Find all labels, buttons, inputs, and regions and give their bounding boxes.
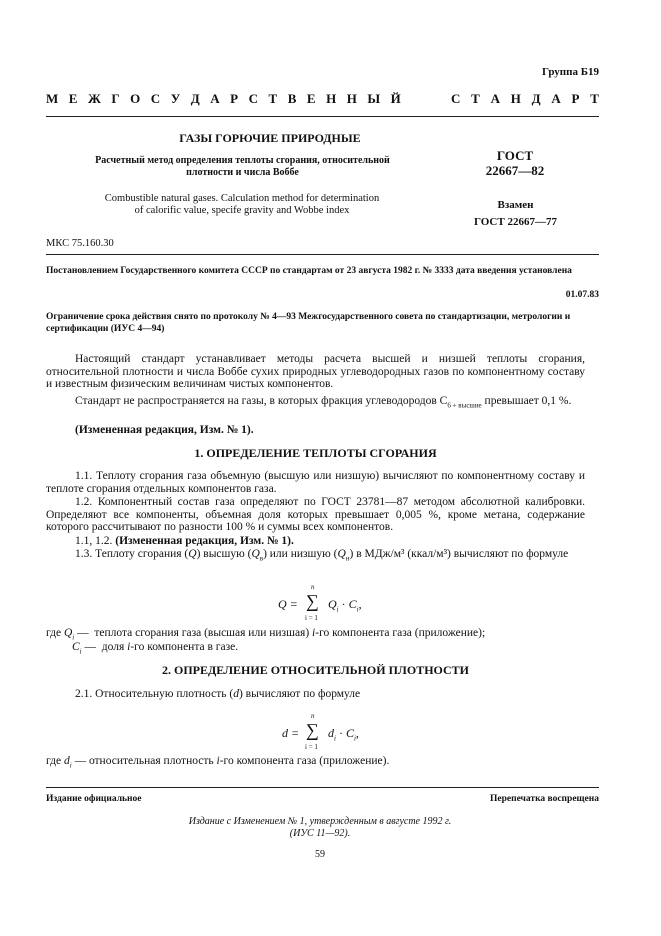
standard-word-interstate-letter: О [130, 91, 141, 106]
standard-word-interstate-letter: Р [230, 91, 239, 106]
where1-index: i [312, 627, 316, 639]
standard-word-interstate-letter: Д [190, 91, 200, 106]
p13-b: ) высшую ( [196, 548, 252, 560]
standard-word-standard-letter: Н [510, 91, 521, 106]
where2-symbol: C [72, 641, 80, 653]
where-density-rest: -го компонента газа (приложение). [219, 755, 390, 767]
standard-word-interstate [46, 91, 401, 107]
p13-q: Q [188, 548, 197, 560]
para-2-1 [46, 688, 585, 701]
mks-code: МКС 75.160.30 [46, 238, 114, 249]
formula-density-dot: · [335, 726, 346, 740]
formula-density-upper: n [311, 712, 315, 720]
where-density-prefix: где [46, 755, 62, 767]
gost-label: ГОСТ [496, 148, 534, 163]
standard-word-interstate-letter: Г [111, 91, 120, 106]
footer-divider [46, 787, 599, 788]
formula-density-c-sub: i [353, 734, 356, 743]
replaces-standard: ГОСТ 22667—77 [474, 216, 557, 228]
introduction-date: 01.07.83 [565, 290, 599, 300]
where-density-subscript: i [69, 761, 72, 770]
formula-density-lower: i = 1 [305, 743, 318, 751]
intro-p2-text: Стандарт не распространяется на газы, в которых фракция углеводородов С [75, 395, 448, 407]
standard-word-standard-letter: Р [571, 91, 580, 106]
p21-b: ) вычисляют по формуле [238, 688, 361, 700]
para-1-12-amendment [46, 535, 585, 548]
where-line-2 [72, 641, 238, 658]
group-code: Группа Б19 [542, 66, 599, 78]
formula-heat-q: Q [328, 597, 337, 611]
formula-density [276, 712, 396, 752]
page-number: 59 [315, 849, 325, 860]
amendment-note [150, 816, 490, 840]
formula-density-terms [328, 726, 359, 742]
where1-rest: -го компонента газа (приложение); [315, 627, 486, 639]
standard-word-interstate-letter: Й [390, 91, 401, 106]
intro-paragraph-2 [46, 395, 585, 412]
formula-heat-dot: · [338, 597, 349, 611]
standard-word-standard [451, 91, 599, 107]
formula-heat-upper: n [311, 583, 315, 591]
p13-qn: Q [337, 548, 346, 560]
section-2-heading: 2. ОПРЕДЕЛЕНИЕ ОТНОСИТЕЛЬНОЙ ПЛОТНОСТИ [161, 663, 470, 677]
official-edition: Издание официальное [46, 794, 142, 804]
where2-rest: -го компонента в газе. [130, 641, 239, 653]
gost-number: 22667—82 [485, 163, 545, 178]
p13-v-sub: в [259, 554, 264, 563]
standard-type-header [46, 91, 599, 107]
standard-word-interstate-letter: Е [68, 91, 78, 106]
formula-heat-sigma: ∑ [306, 591, 319, 611]
where2-dash: — [81, 641, 96, 653]
formula-density-d-sub: i [334, 734, 336, 743]
standard-word-interstate-letter: Н [346, 91, 357, 106]
standard-word-interstate-letter: Е [306, 91, 316, 106]
amendment-note-line-1: Издание с Изменением № 1, утвержденным в августе 1992 г. [188, 816, 452, 827]
standard-word-interstate-letter: Т [268, 91, 278, 106]
standard-word-interstate-letter: Н [326, 91, 337, 106]
header-divider [46, 116, 599, 117]
where1-subscript: i [72, 633, 75, 642]
formula-heat-lhs: Q = [278, 597, 298, 611]
subtitle-english: Combustible natural gases. Calculation method for determination of calorific value, specife gravity and Wobbe index [104, 193, 380, 216]
where-density-index: i [216, 755, 220, 767]
intro-p2-text-end: превышает 0,1 %. [481, 395, 572, 407]
intro-amendment: (Измененная редакция, Изм. № 1). [75, 424, 254, 436]
p13-n-sub: н [345, 554, 350, 563]
standard-word-interstate-letter: С [248, 91, 258, 106]
standard-word-standard-letter: С [451, 91, 461, 106]
intro-paragraph-1: Настоящий стандарт устанавливает методы расчета высшей и низшей теплоты сгорания, относительной плотности и числа Воббе сухих природных углеводородных газов по компонентному составу и известным физическим величинам чистых компонентов. [46, 353, 585, 390]
formula-heat-q-sub: i [336, 605, 339, 614]
replaces-label: Взамен [497, 199, 534, 211]
standard-word-interstate-letter: А [210, 91, 220, 106]
standard-word-interstate-letter: У [170, 91, 181, 106]
formula-heat-c: C [348, 597, 357, 611]
standard-word-interstate-letter: Ж [87, 91, 101, 106]
standard-word-interstate-letter: Ы [367, 91, 381, 106]
where-density-symbol: d [63, 755, 70, 767]
para-1-12-bold: (Измененная редакция, Изм. № 1). [115, 535, 294, 547]
standard-word-standard-letter: Т [590, 91, 599, 106]
p21-d: d [233, 688, 239, 700]
decree-text: Постановлением Государственного комитета СССР по стандартам от 23 августа 1982 г. № 3333 дата введения установлена [46, 266, 572, 276]
where1-text: теплота сгорания газа (высшая или низшая) [94, 627, 310, 639]
intro-p2-subscript: 6 + высшие [447, 401, 482, 410]
where-density [46, 755, 389, 772]
para-1-12-prefix: 1.1, 1.2. [75, 535, 116, 547]
p13-a: 1.3. Теплоту сгорания ( [75, 548, 189, 560]
document-title: ГАЗЫ ГОРЮЧИЕ ПРИРОДНЫЕ [179, 131, 361, 145]
where-prefix: где [46, 627, 62, 639]
replaces-block [448, 197, 583, 231]
formula-density-c: C [345, 726, 354, 740]
p13-d: ) в МДж/м³ (ккал/м³) вычисляют по формуле [349, 548, 569, 560]
standard-word-standard-letter: А [551, 91, 561, 106]
formula-heat-c-sub: i [356, 605, 359, 614]
where1-dash: — [74, 627, 89, 639]
section-1-heading: 1. ОПРЕДЕЛЕНИЕ ТЕПЛОТЫ СГОРАНИЯ [194, 446, 437, 460]
reprint-prohibited: Перепечатка воспрещена [489, 794, 599, 804]
standard-word-standard-letter: А [490, 91, 500, 106]
formula-density-lhs: d = [282, 726, 300, 740]
subtitle-russian: Расчетный метод определения теплоты сгорания, относительной плотности и числа Воббе [95, 155, 390, 178]
where2-index: i [127, 641, 131, 653]
formula-heat-end: , [358, 597, 362, 611]
amendment-note-line-2: (ИУС 11—92). [289, 828, 351, 839]
para-1-3 [46, 548, 585, 565]
p21-a: 2.1. Относительную плотность ( [75, 688, 234, 700]
p13-qv: Q [251, 548, 260, 560]
standard-word-interstate-letter: В [287, 91, 297, 106]
formula-heat-lower: i = 1 [305, 614, 318, 622]
mks-divider [46, 254, 599, 255]
para-1-2: 1.2. Компонентный состав газа определяют по ГОСТ 23781—87 методом абсолютной калибровки. Определяют все компоненты, объемная доля которых превышает 0,005 %, кроме метана, содержание которого рассчитывают по разности 100 % и суммы всех компонентов. [46, 496, 585, 533]
limitation-text: Ограничение срока действия снято по протоколу № 4—93 Межгосударственного совета по стандартизации, метрологии и сертификации (ИУС 4—94) [46, 312, 571, 334]
standard-word-standard-letter: Д [531, 91, 541, 106]
formula-heat-terms [328, 597, 362, 613]
formula-density-d: d [328, 726, 334, 740]
standard-word-standard-letter: Т [471, 91, 480, 106]
formula-heat [270, 583, 390, 623]
p13-c: ) или низшую ( [263, 548, 338, 560]
standard-word-interstate-letter: С [150, 91, 161, 106]
where-density-text: — относительная плотность [71, 755, 217, 767]
standard-word-interstate-letter: М [46, 91, 59, 106]
where2-text: доля [101, 641, 125, 653]
where2-subscript: i [79, 647, 82, 656]
para-1-1: 1.1. Теплоту сгорания газа объемную (высшую или низшую) вычисляют по компонентному составу и теплоте сгорания отдельных компонентов газа. [46, 470, 585, 495]
formula-density-sigma: ∑ [306, 720, 319, 740]
gost-designation [470, 148, 560, 178]
formula-density-end: , [355, 726, 359, 740]
where1-symbol: Q [63, 627, 73, 639]
